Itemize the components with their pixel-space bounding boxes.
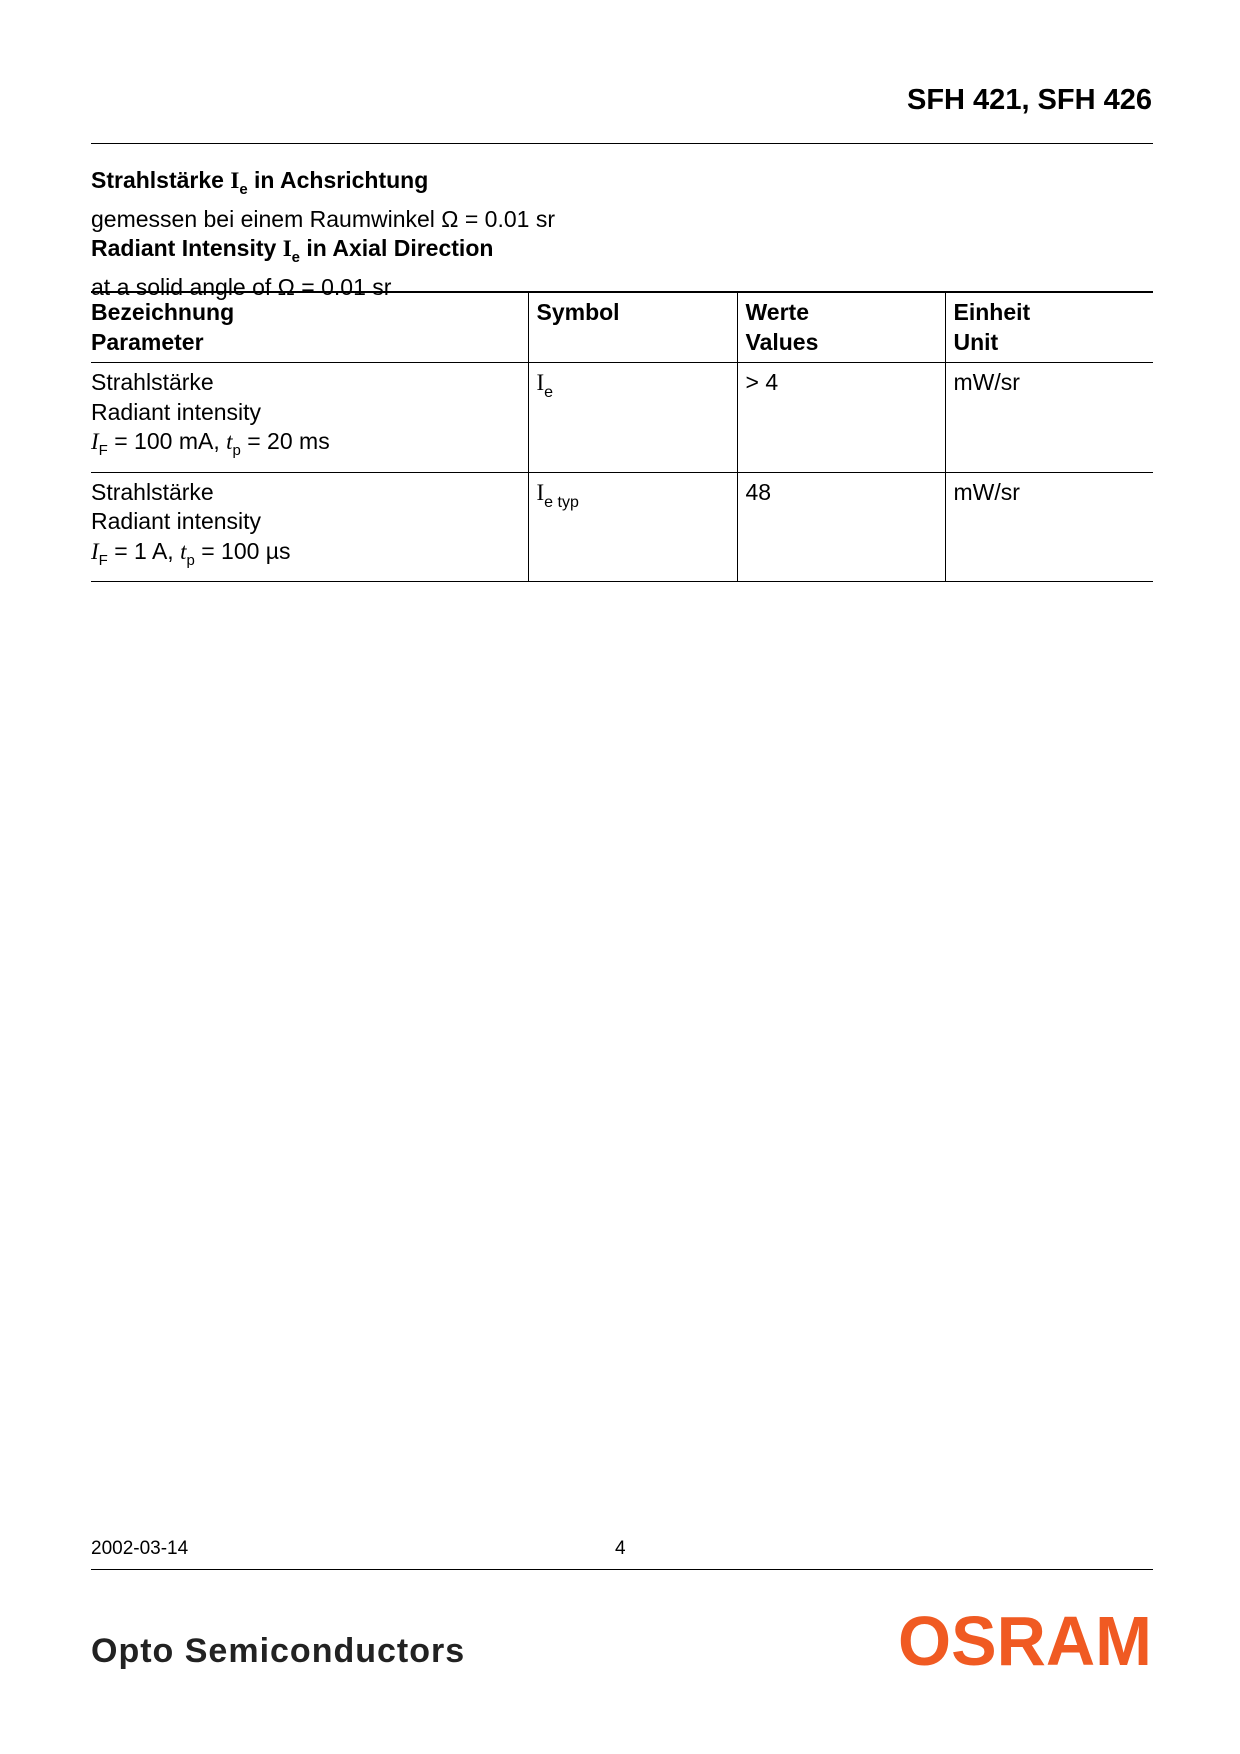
section-subtitle-de: gemessen bei einem Raumwinkel Ω = 0.01 sr <box>91 205 555 232</box>
symbol-cell: $I_{e typ}$ <box>528 472 737 582</box>
test-condition: $I_F = 1$ A, $t_p = 100$ µs <box>91 537 291 569</box>
column-header-unit: Einheit Unit <box>945 292 1153 363</box>
table-row <box>91 472 1153 582</box>
parameter-cell: Strahlstärke Radiant intensity $I_F = 100$ mA, $t_p = 20$ ms <box>91 363 528 473</box>
column-header-parameter: Bezeichnung Parameter <box>91 292 528 363</box>
parameter-table <box>91 291 1153 582</box>
value-cell: 48 <box>737 472 945 582</box>
osram-logo-text: OSRAM <box>898 1603 1152 1673</box>
table-header-row <box>91 292 1153 363</box>
parameter-cell: Strahlstärke Radiant intensity $I_F = 1$ A, $t_p = 100$ µs <box>91 472 528 582</box>
symbol-cell: $I_e$ <box>528 363 737 473</box>
header-divider <box>91 143 1153 144</box>
test-condition: $I_F = 100$ mA, $t_p = 20$ ms <box>91 428 330 459</box>
unit-cell: mW/sr <box>945 363 1153 473</box>
section-title-en: Radiant Intensity $I_e$ in Axial Direction <box>91 235 494 266</box>
table-row <box>91 363 1153 473</box>
part-numbers-title: SFH 421, SFH 426 <box>907 84 1152 116</box>
division-name: Opto Semiconductors <box>91 1632 466 1670</box>
section-subtitle-en: at a solid angle of Ω = 0.01 sr <box>91 273 392 300</box>
osram-logo <box>896 1603 1154 1673</box>
footer-divider <box>91 1569 1153 1570</box>
page-number: 4 <box>615 1538 626 1559</box>
column-header-symbol: Symbol <box>528 292 737 363</box>
section-heading <box>91 166 555 302</box>
unit-cell: mW/sr <box>945 472 1153 582</box>
value-cell: > 4 <box>737 363 945 473</box>
footer-date: 2002-03-14 <box>91 1538 189 1559</box>
section-title-de: Strahlstärke $I_e$ in Achsrichtung <box>91 167 429 198</box>
column-header-values: Werte Values <box>737 292 945 363</box>
